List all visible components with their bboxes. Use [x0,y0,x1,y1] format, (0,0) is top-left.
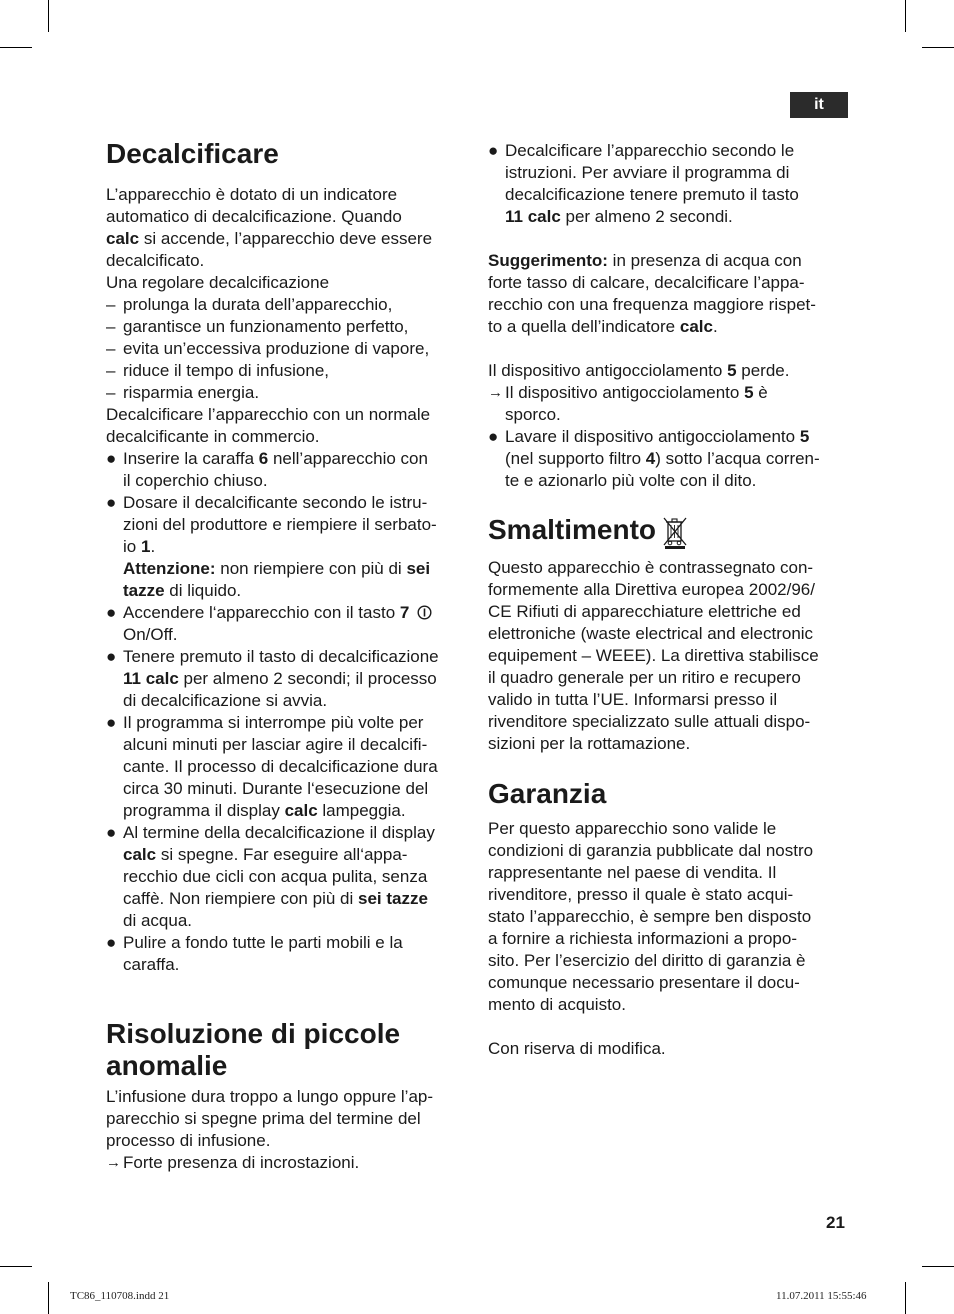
left-column [106,138,468,1174]
troubleshooting-paragraph: L’infusione dura troppo a lungo oppure l’ap- parecchio si spegne prima del termine del processo di infusione. [106,1087,434,1150]
bullet-item: ● Dosare il decalcificante secondo le istru- zioni del produttore e riempiere il serbato- io 1. Attenzione: non riempiere con più di sei tazze di liquido. [106,493,437,600]
heading-smaltimento: Smaltimento [488,514,852,549]
crop-mark [48,1282,49,1314]
bullet-item: ● Inserire la caraffa 6 nell’apparecchio con il coperchio chiuso. [106,449,428,490]
list-item: – prolunga la durata dell’apparecchio, [106,295,393,314]
crop-mark [922,1266,954,1267]
list-item: – garantisce un funzionamento perfetto, [106,317,409,336]
crop-mark [0,47,32,48]
disposal-paragraph: Questo apparecchio è contrassegnato con- formemente alla Direttiva europea 2002/96/ CE Rifiuti di apparecchiature elettriche ed elettroniche (waste electrical and electronic equipement – WEEE). La direttiva stabilisce il quadro generale per un ritiro e recupero valido in tutta l’UE. Informarsi presso il rivenditore specializzato sulle attuali dispo- sizioni per la rottamazione. [488,557,819,753]
page-number: 21 [826,1213,845,1232]
list-item: – riduce il tempo di infusione, [106,361,330,380]
paragraph: Decalcificare l’apparecchio con un normale decalcificante in commercio. [106,405,431,446]
power-icon [417,605,432,620]
crop-mark [0,1266,32,1267]
intro-paragraph: L’apparecchio è dotato di un indicatore automatico di decalcificazione. Quando calc si accende, l’apparecchio deve essere decalcificato. Una regolare decalcificazione [106,185,433,292]
list-item: – risparmia energia. [106,383,260,402]
heading-troubleshooting: Risoluzione di piccole anomalie [106,1018,401,1081]
arrow-right-icon: → [106,1154,121,1171]
bullet-item: ● Lavare il dispositivo antigocciolamento 5 (nel supporto filtro 4) sotto l’acqua corren- te e azionarlo più volte con il dito. [488,427,820,490]
right-column [488,140,852,1060]
bullet-item: ● Il programma si interrompe più volte per alcuni minuti per lasciar agire il decalcifi- cante. Il processo di decalcificazione dura circa 30 minuti. Durante l‘esecuzione del programma il display calc lampeggia. [106,713,438,820]
cause-item: → Forte presenza di incrostazioni. [106,1153,360,1172]
language-tab: it [790,92,848,118]
footer-date: 11.07.2011 15:55:46 [776,1290,867,1302]
heading-decalcificare: Decalcificare [106,138,279,169]
list-item: – evita un’eccessiva produzione di vapore, [106,339,430,358]
crop-mark [922,47,954,48]
crop-mark [905,0,906,32]
cause-item: → Il dispositivo antigocciolamento 5 è sporco. [488,383,768,424]
heading-garanzia: Garanzia [488,777,607,809]
problem-line: Il dispositivo antigocciolamento 5 perde. [488,361,790,380]
bullet-item: ● Accendere l‘apparecchio con il tasto 7 On/Off. [106,602,468,646]
reserve-note: Con riserva di modifica. [488,1038,666,1058]
arrow-right-icon: → [488,384,503,401]
bullet-item: ● Decalcificare l’apparecchio secondo le istruzioni. Per avviare il programma di decalcificazione tenere premuto il tasto 11 calc per almeno 2 secondi. [488,141,799,226]
warranty-paragraph: Per questo apparecchio sono valide le condizioni di garanzia pubblicate dal nostro rappresentante nel paese di vendita. Il rivenditore, presso il quale è stato acqui- stato l’apparecchio, è sempre ben disposto a fornire a richiesta informazioni a propo- sito. Per l’esercizio del diritto di garanzia è comunque necessario presentare il docu- mento di acquisto. [488,818,814,1014]
bullet-item: ● Pulire a fondo tutte le parti mobili e la caraffa. [106,933,403,974]
crop-mark [48,0,49,32]
footer-file: TC86_110708.indd 21 [70,1290,170,1302]
dash-list [106,294,468,404]
tip-paragraph: Suggerimento: in presenza di acqua con forte tasso di calcare, decalcificare l’appa- recchio con una frequenza maggiore rispet- to a quella dell’indicatore calc. [488,251,816,336]
bullet-item: ● Al termine della decalcificazione il display calc si spegne. Far eseguire all‘appa- recchio due cicli con acqua pulita, senza caffè. Non riempiere con più di sei tazze di acqua. [106,823,435,930]
weee-bin-icon [662,515,688,549]
bullet-item: ● Tenere premuto il tasto di decalcificazione 11 calc per almeno 2 secondi; il processo di decalcificazione si avvia. [106,647,439,710]
crop-mark [905,1282,906,1314]
